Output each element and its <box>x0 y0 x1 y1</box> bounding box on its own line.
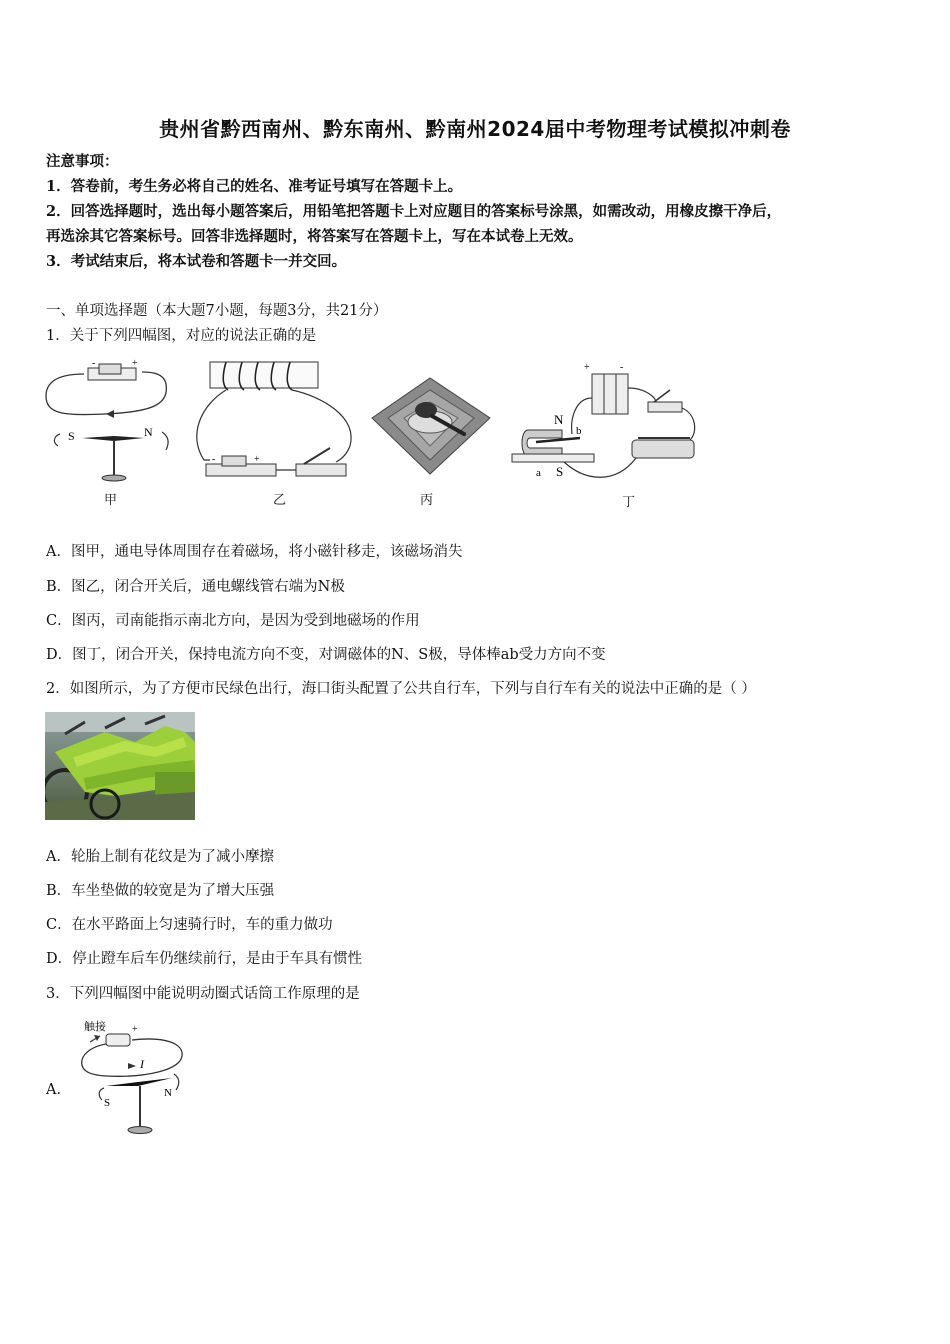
figure-label-yi: 乙 <box>273 493 287 508</box>
figure-bing-sinan <box>366 374 494 480</box>
question-3-stem: 3．下列四幅图中能说明动圈式话筒工作原理的是 <box>46 986 360 1002</box>
q1-option-b: B．图乙，闭合开关后，通电螺线管右端为N极 <box>46 579 345 595</box>
notice-item: 再选涂其它答案标号。回答非选择题时，将答案写在答题卡上，写在本试卷上无效。 <box>46 228 583 245</box>
minus-sign: - <box>92 358 96 369</box>
bicycle-photo <box>45 712 195 820</box>
question-2-stem: 2．如图所示，为了方便市民绿色出行，海口街头配置了公共自行车，下列与自行车有关的说法中正确的是（ ） <box>46 681 756 697</box>
plus-sign: + <box>132 358 138 369</box>
figure-ding <box>506 358 706 492</box>
label-n: N <box>144 425 153 439</box>
page-title: 贵州省黔西南州、黔东南州、黔南州2024届中考物理考试模拟冲刺卷 <box>159 117 791 141</box>
figure-label-jia: 甲 <box>104 493 118 508</box>
label-n: N <box>554 412 564 427</box>
q1-option-c: C．图丙，司南能指示南北方向，是因为受到地磁场的作用 <box>46 613 420 629</box>
q3-option-a-figure <box>76 1016 192 1138</box>
q1-option-a: A．图甲，通电导体周围存在着磁场，将小磁针移走，该磁场消失 <box>46 544 463 560</box>
question-1-stem: 1．关于下列四幅图，对应的说法正确的是 <box>46 328 317 344</box>
section-heading: 一、单项选择题（本大题7小题，每题3分，共21分） <box>46 303 388 319</box>
plus-sign: + <box>254 454 260 465</box>
minus-sign: - <box>620 362 624 373</box>
label-n: N <box>164 1087 172 1099</box>
q1-option-d: D．图丁，闭合开关，保持电流方向不变，对调磁体的N、S极，导体棒ab受力方向不变 <box>46 647 606 663</box>
q2-option-b: B．车坐垫做的较宽是为了增大压强 <box>46 883 275 899</box>
figure-yi <box>190 356 358 486</box>
plus-sign: + <box>132 1024 138 1035</box>
figure-label-bing: 丙 <box>420 493 434 508</box>
q2-option-c: C．在水平路面上匀速骑行时，车的重力做功 <box>46 917 333 933</box>
label-b: b <box>576 425 582 437</box>
q3-option-a-label: A． <box>46 1082 71 1098</box>
notice-heading: 注意事项： <box>46 153 119 170</box>
label-s: S <box>68 429 75 443</box>
label-s: S <box>104 1097 111 1109</box>
label-a: a <box>536 467 541 479</box>
q2-option-d: D．停止蹬车后车仍继续前行，是由于车具有惯性 <box>46 951 363 967</box>
q2-option-a: A．轮胎上制有花纹是为了减小摩擦 <box>46 849 274 865</box>
label-touch: 触接 <box>84 1021 106 1033</box>
label-current: I <box>140 1057 144 1071</box>
notice-item: 1．答卷前，考生务必将自己的姓名、准考证号填写在答题卡上。 <box>46 178 463 195</box>
figure-label-ding: 丁 <box>622 495 636 510</box>
plus-sign: + <box>584 362 590 373</box>
figure-jia <box>44 356 179 486</box>
notice-item: 2．回答选择题时，选出每小题答案后，用铅笔把答题卡上对应题目的答案标号涂黑，如需改动，用橡皮擦干净后， <box>46 203 782 220</box>
minus-sign: - <box>212 454 216 465</box>
notice-item: 3．考试结束后，将本试卷和答题卡一并交回。 <box>46 253 347 270</box>
label-s: S <box>556 464 564 479</box>
